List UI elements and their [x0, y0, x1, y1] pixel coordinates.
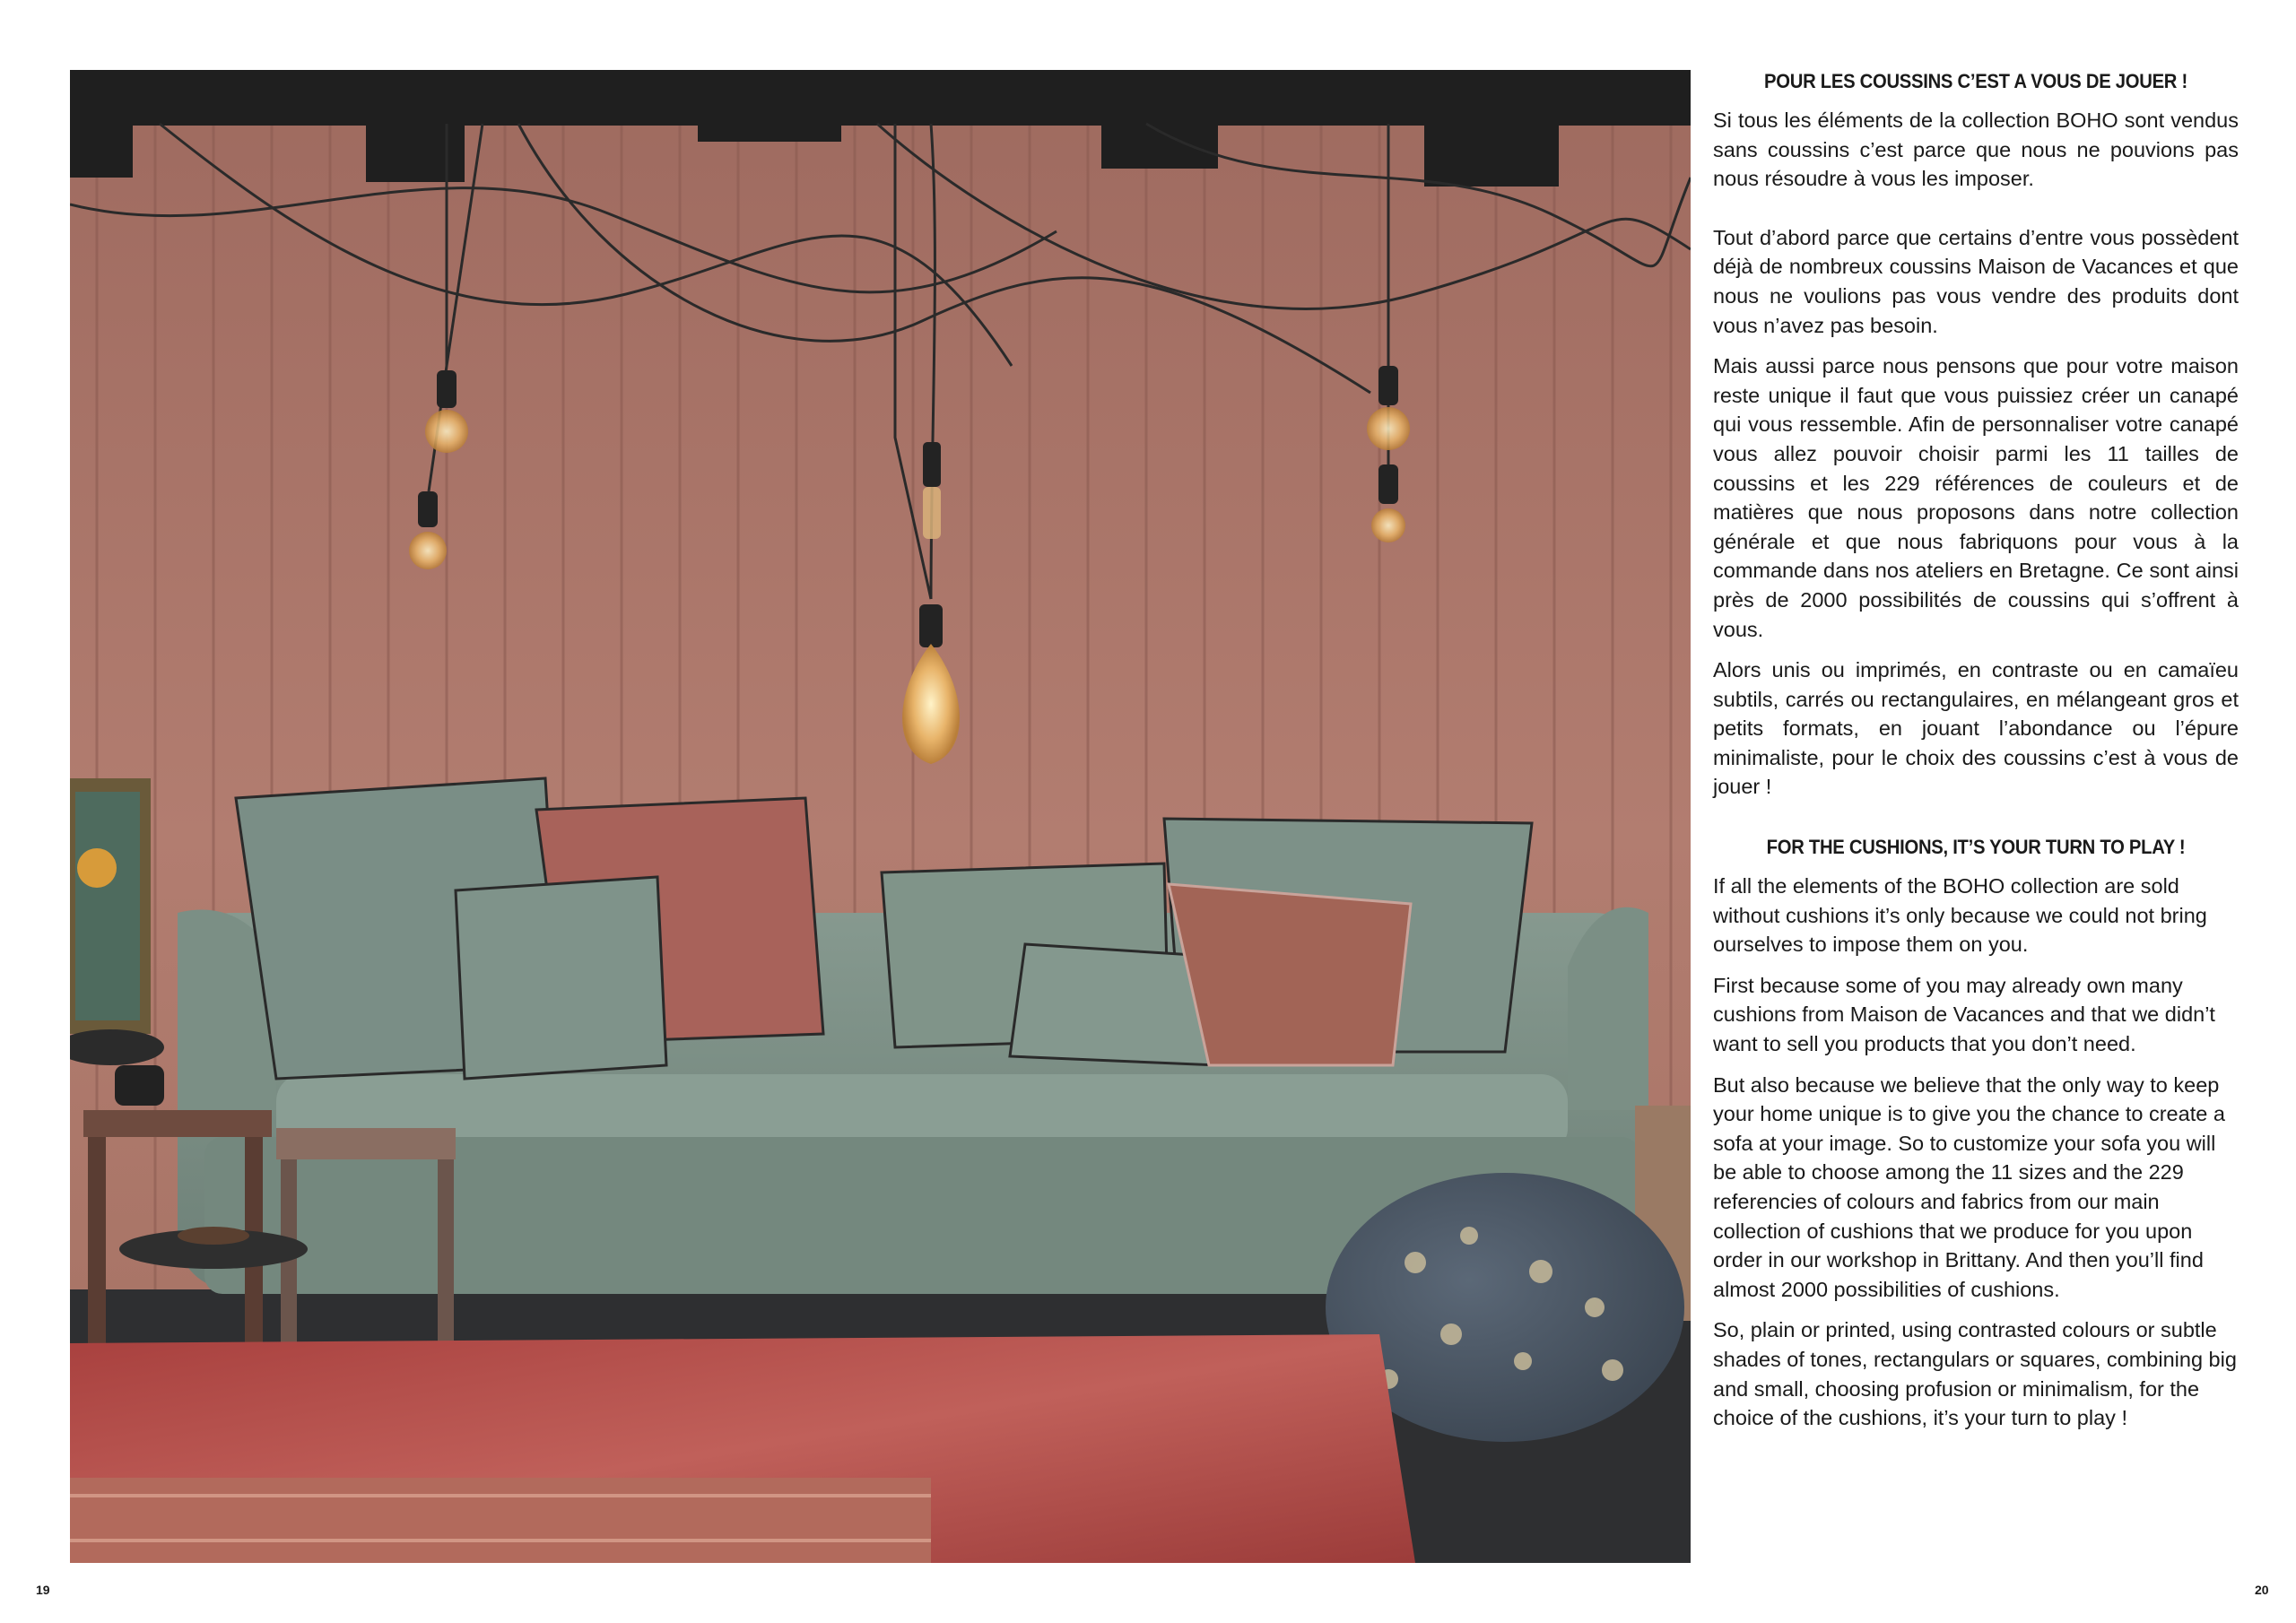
heading-english: FOR THE CUSHIONS, IT’S YOUR TURN TO PLAY ! [1766, 836, 2186, 859]
page-number-left: 19 [36, 1583, 50, 1597]
heading-french: POUR LES COUSSINS C’EST A VOUS DE JOUER ! [1764, 70, 2187, 92]
paragraph-en-3: But also because we believe that the only way to keep your home unique is to give you the chance to create a sofa at your image. So to customize your sofa you will be able to choose among the 11 sizes and the 229 referencies of colours and fabrics from our main collection of cushions that we produce for you upon order in our workshop in Brittany. And then you’ll find almost 2000 possibilities of cushions. [1713, 1072, 2225, 1301]
paragraph-fr-4: Alors unis ou imprimés, en contraste ou en camaïeu subtils, carrés ou rectangulaires, en mélangeant gros et petits formats, en jouant l’abondance ou l’épure minimaliste, pour le choix des coussins c’est à vous de jouer ! [1713, 658, 2239, 799]
page-number-right: 20 [2255, 1583, 2269, 1597]
paragraph-fr-3: Mais aussi parce nous pensons que pour votre maison reste unique il faut que vous puissiez créer un canapé qui vous ressemble. Afin de personnaliser votre canapé vous allez pouvoir choisir parmi les 11 tailles de coussins et les 229 références de couleurs et de matières que nous proposons dans notre collection générale et que nous fabriquons pour vous à la commande dans nos ateliers en Bretagne. Ce sont ainsi près de 2000 possibilités de coussins qui s’offrent à vous. [1713, 354, 2239, 641]
framed-painting [70, 778, 151, 1034]
paragraph-fr-1: Si tous les éléments de la collection BOHO sont vendus sans coussins c’est parce que nous ne pouvions pas nous résoudre à vous les imposer. [1713, 108, 2239, 191]
pendant-bulb-3 [923, 442, 941, 539]
paragraph-en-1: If all the elements of the BOHO collection are sold without cushions it’s only because we could not bring ourselves to impose them on you. [1713, 874, 2207, 957]
cushion-rose-rect [1169, 884, 1411, 1065]
paragraph-fr-2: Tout d’abord parce que certains d’entre vous possèdent déjà de nombreux coussins Maison de Vacances et que nous ne voulions pas vous vendre des produits dont vous n’avez pas besoin. [1713, 225, 2239, 337]
paragraph-en-4: So, plain or printed, using contrasted colours or subtle shades of tones, rectangulars or squares, combining big and small, choosing profusion or minimalism, for the choice of the cushions, it’s your turn to play ! [1713, 1318, 2237, 1430]
paragraph-en-2: First because some of you may already own many cushions from Maison de Vacances and that we didn’t want to sell you products that you don’t need. [1713, 973, 2215, 1056]
text-column [1713, 70, 2239, 1445]
patterned-rug [70, 1478, 931, 1563]
sofa-photo [70, 70, 1691, 1563]
cushion-sage-small-left [456, 877, 666, 1079]
